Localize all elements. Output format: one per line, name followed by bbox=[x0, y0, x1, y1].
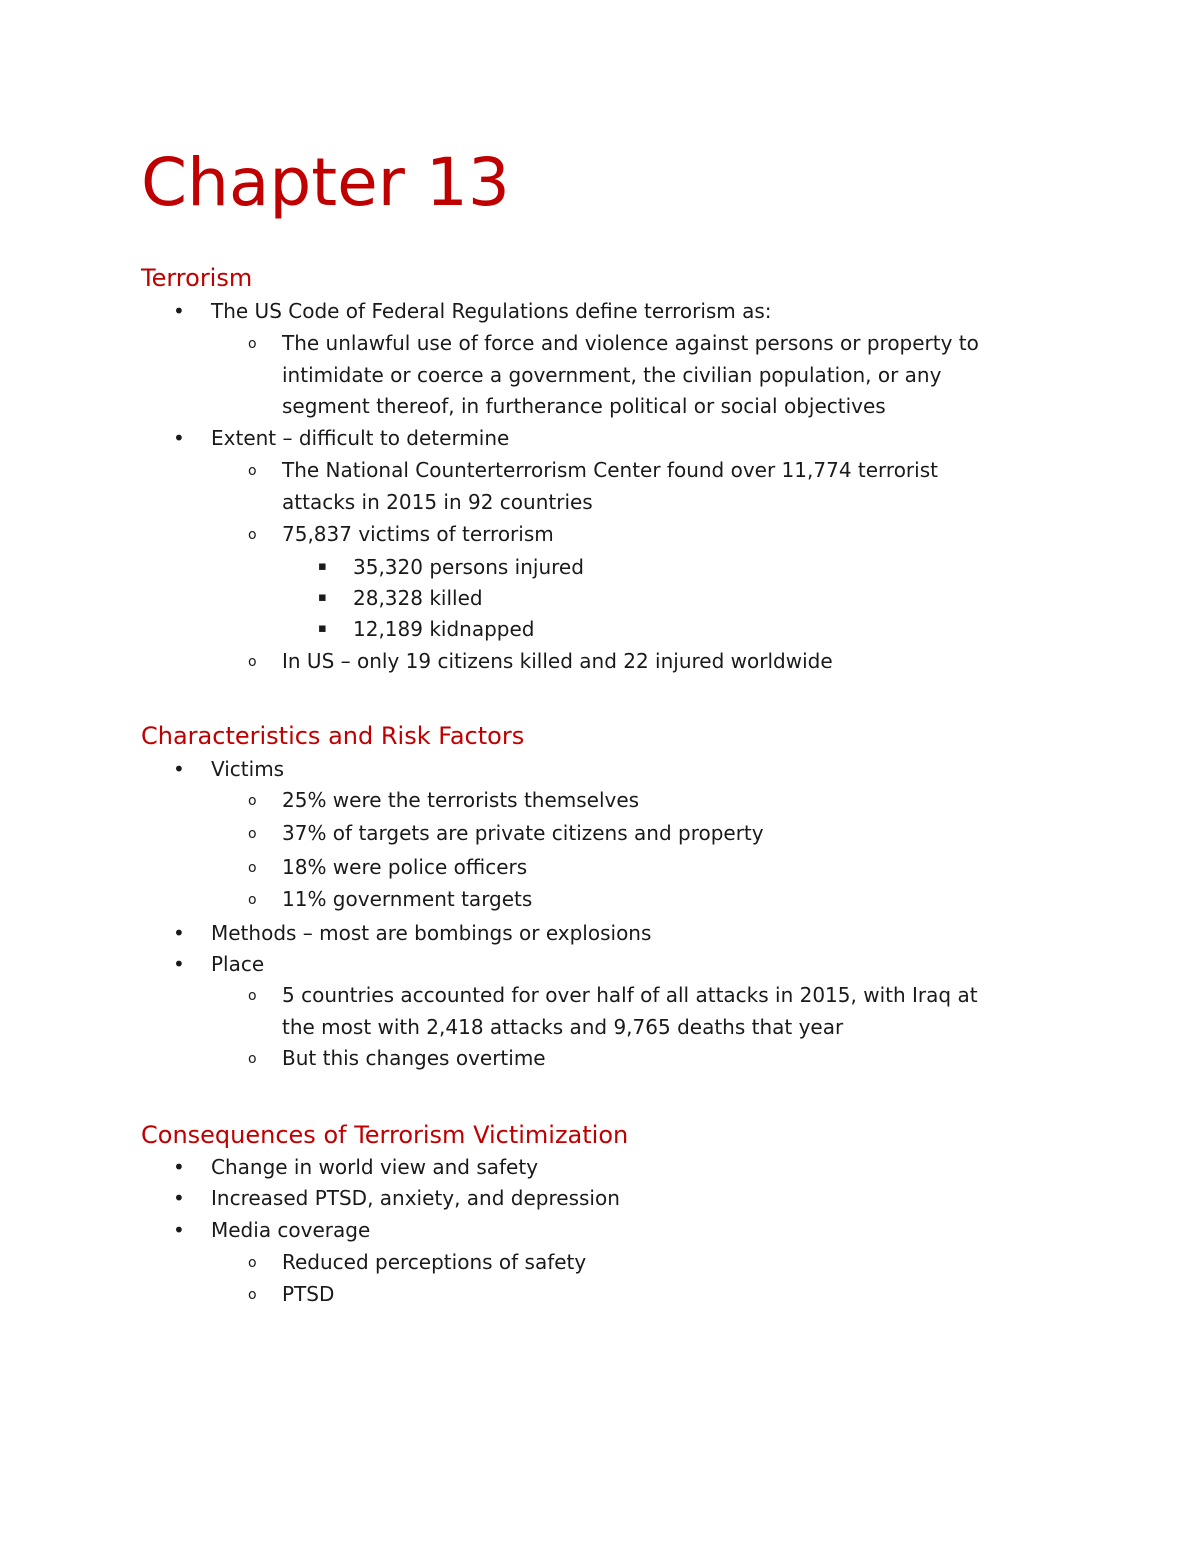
sub-bullet-marker: o bbox=[248, 860, 257, 876]
list-item: But this changes overtime bbox=[282, 1046, 546, 1070]
sub-bullet-marker: o bbox=[248, 826, 257, 842]
list-item: Change in world view and safety bbox=[211, 1155, 539, 1179]
sub-bullet-marker: o bbox=[248, 793, 257, 809]
bullet-marker: • bbox=[173, 921, 185, 945]
sub-bullet-marker: o bbox=[248, 654, 257, 670]
sub-bullet-marker: o bbox=[248, 1051, 257, 1067]
list-item: The US Code of Federal Regulations define terrorism as: bbox=[211, 299, 772, 323]
bullet-marker: • bbox=[173, 1218, 185, 1242]
list-item: 11% government targets bbox=[282, 887, 533, 911]
list-item: 28,328 killed bbox=[353, 586, 483, 610]
sub-sub-bullet-marker: ▪ bbox=[318, 621, 327, 636]
sub-bullet-marker: o bbox=[248, 892, 257, 908]
list-item: Increased PTSD, anxiety, and depression bbox=[211, 1186, 620, 1210]
section-heading-characteristics: Characteristics and Risk Factors bbox=[141, 722, 525, 750]
list-item: 12,189 kidnapped bbox=[353, 617, 535, 641]
bullet-marker: • bbox=[173, 757, 185, 781]
list-item: Extent – difficult to determine bbox=[211, 426, 510, 450]
list-item: Methods – most are bombings or explosions bbox=[211, 921, 652, 945]
bullet-marker: • bbox=[173, 426, 185, 450]
list-item-continuation: intimidate or coerce a government, the civilian population, or any bbox=[282, 363, 942, 387]
bullet-marker: • bbox=[173, 299, 185, 323]
bullet-marker: • bbox=[173, 1155, 185, 1179]
list-item: Media coverage bbox=[211, 1218, 371, 1242]
list-item: 37% of targets are private citizens and property bbox=[282, 821, 764, 845]
list-item: 18% were police officers bbox=[282, 855, 528, 879]
list-item: The unlawful use of force and violence against persons or property to bbox=[282, 331, 979, 355]
section-heading-consequences: Consequences of Terrorism Victimization bbox=[141, 1121, 629, 1149]
list-item: 35,320 persons injured bbox=[353, 555, 584, 579]
sub-bullet-marker: o bbox=[248, 463, 257, 479]
section-heading-terrorism: Terrorism bbox=[141, 264, 253, 292]
list-item: Place bbox=[211, 952, 265, 976]
list-item: Reduced perceptions of safety bbox=[282, 1250, 587, 1274]
list-item-continuation: attacks in 2015 in 92 countries bbox=[282, 490, 593, 514]
list-item: 75,837 victims of terrorism bbox=[282, 522, 554, 546]
bullet-marker: • bbox=[173, 1186, 185, 1210]
list-item-continuation: segment thereof, in furtherance political or social objectives bbox=[282, 394, 886, 418]
list-item: The National Counterterrorism Center found over 11,774 terrorist bbox=[282, 458, 938, 482]
bullet-marker: • bbox=[173, 952, 185, 976]
sub-bullet-marker: o bbox=[248, 1255, 257, 1271]
sub-bullet-marker: o bbox=[248, 527, 257, 543]
list-item: Victims bbox=[211, 757, 285, 781]
sub-bullet-marker: o bbox=[248, 336, 257, 352]
list-item: 25% were the terrorists themselves bbox=[282, 788, 640, 812]
list-item: In US – only 19 citizens killed and 22 injured worldwide bbox=[282, 649, 833, 673]
sub-sub-bullet-marker: ▪ bbox=[318, 590, 327, 605]
list-item: PTSD bbox=[282, 1282, 335, 1306]
list-item: 5 countries accounted for over half of all attacks in 2015, with Iraq at bbox=[282, 983, 978, 1007]
sub-bullet-marker: o bbox=[248, 988, 257, 1004]
page-title: Chapter 13 bbox=[141, 144, 510, 221]
sub-bullet-marker: o bbox=[248, 1287, 257, 1303]
list-item-continuation: the most with 2,418 attacks and 9,765 deaths that year bbox=[282, 1015, 844, 1039]
sub-sub-bullet-marker: ▪ bbox=[318, 559, 327, 574]
